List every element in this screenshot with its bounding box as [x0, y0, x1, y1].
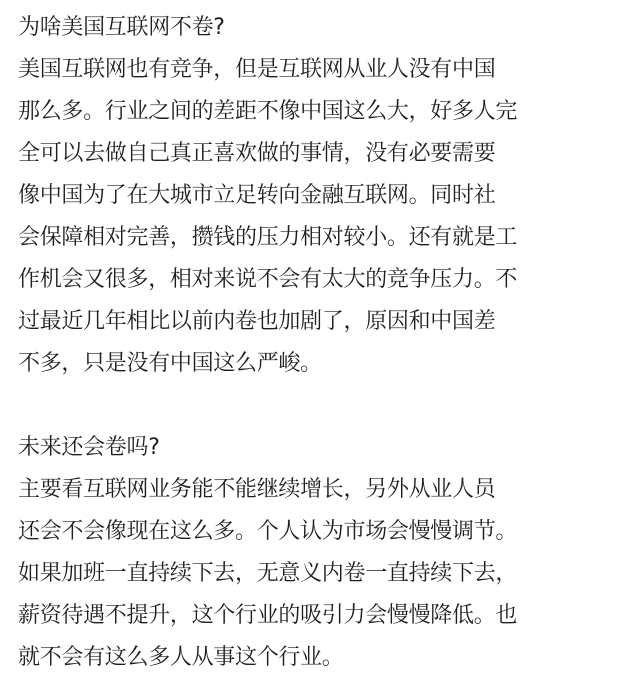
paragraph-line: 全可以去做自己真正喜欢做的事情，没有必要需要: [18, 141, 496, 166]
article: [18, 7, 630, 679]
section-heading: 为啥美国互联网不卷?: [18, 15, 225, 40]
section-future: [18, 427, 630, 679]
paragraph-line: 就不会有这么多人从事这个行业。: [18, 645, 344, 670]
paragraph-line: 那么多。行业之间的差距不像中国这么大，好多人完: [18, 99, 518, 124]
paragraph-line: 还会不会像现在这么多。个人认为市场会慢慢调节。: [18, 519, 518, 544]
paragraph-line: 不多，只是没有中国这么严峻。: [18, 351, 322, 376]
paragraph-line: 作机会又很多，相对来说不会有太大的竞争压力。不: [18, 267, 518, 292]
paragraph-line: 如果加班一直持续下去，无意义内卷一直持续下去，: [18, 561, 518, 586]
paragraph-line: 会保障相对完善，攒钱的压力相对较小。还有就是工: [18, 225, 518, 250]
paragraph-line: 薪资待遇不提升，这个行业的吸引力会慢慢降低。也: [18, 603, 518, 628]
blank-line: [18, 385, 630, 427]
section-heading: 未来还会卷吗?: [18, 435, 160, 460]
paragraph-line: 美国互联网也有竞争，但是互联网从业人没有中国: [18, 57, 496, 82]
paragraph-line: 像中国为了在大城市立足转向金融互联网。同时社: [18, 183, 496, 208]
paragraph-line: 过最近几年相比以前内卷也加剧了，原因和中国差: [18, 309, 496, 334]
section-why-not-competitive: [18, 7, 630, 385]
paragraph-line: 主要看互联网业务能不能继续增长，另外从业人员: [18, 477, 496, 502]
